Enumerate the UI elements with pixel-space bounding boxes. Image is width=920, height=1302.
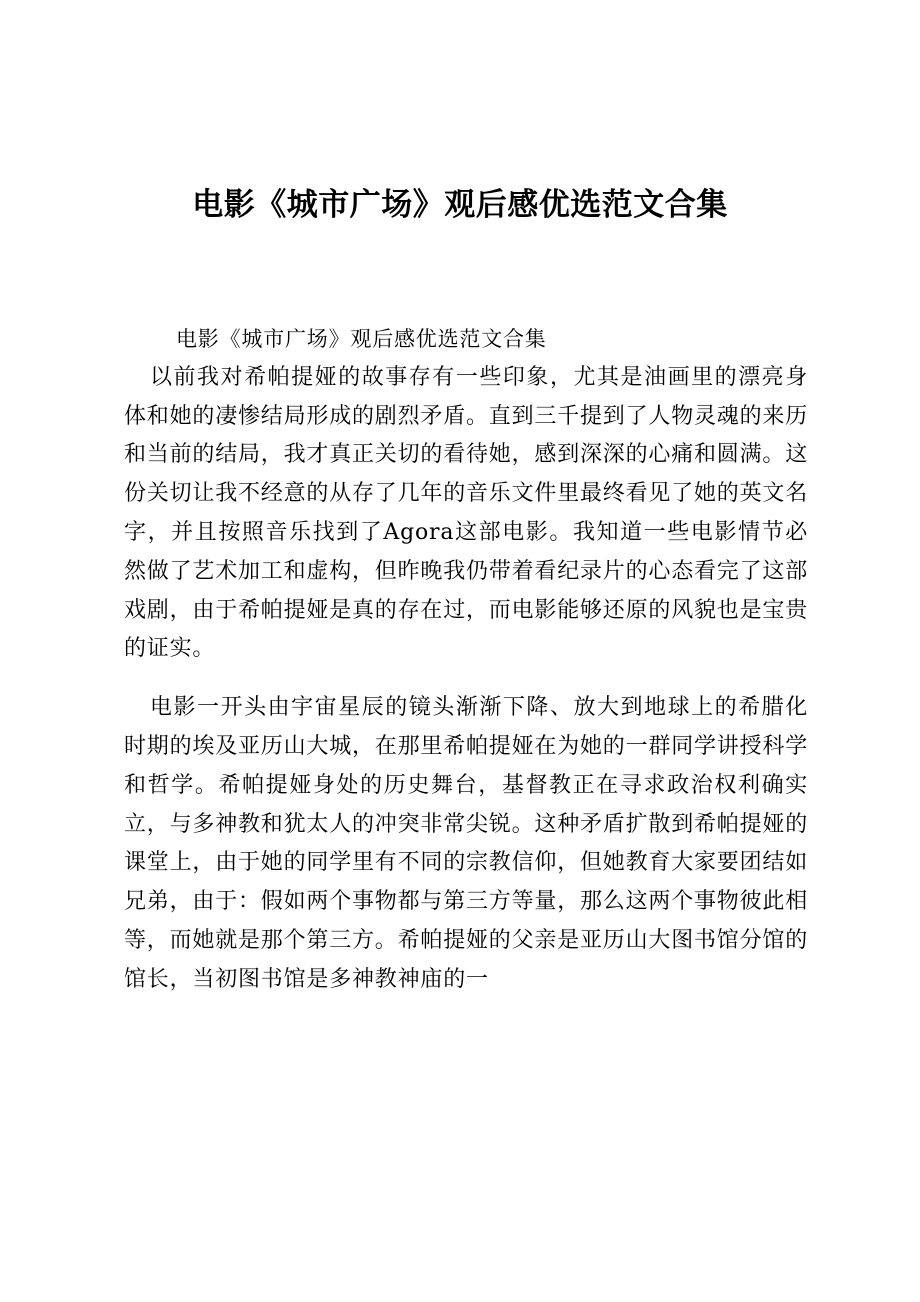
paragraph-1: 以前我对希帕提娅的故事存有一些印象，尤其是油画里的漂亮身体和她的凄惨结局形成的剧烈矛盾。直到三千提到了人物灵魂的来历和当前的结局，我才真正关切的看待她，感到深深的心痛和圆满。这份关切让我不经意的从存了几年的音乐文件里最终看见了她的英文名字，并且按照音乐找到了Agora这部电影。我知道一些电影情节必然做了艺术加工和虚构，但昨晚我仍带着看纪录片的心态看完了这部戏剧，由于希帕提娅是真的存在过，而电影能够还原的风貌也是宝贵的证实。: [124, 364, 809, 662]
document-title: 电影《城市广场》观后感优选范文合集: [192, 187, 728, 223]
paragraph-2: 电影一开头由宇宙星辰的镜头渐渐下降、放大到地球上的希腊化时期的埃及亚历山大城，在那里希帕提娅在为她的一群同学讲授科学和哲学。希帕提娅身处的历史舞台，基督教正在寻求政治权利确实立，与多神教和犹太人的冲突非常尖锐。这种矛盾扩散到希帕提娅的课堂上，由于她的同学里有不同的宗教信仰，但她教育大家要团结如兄弟，由于：假如两个事物都与第三方等量，那么这两个事物彼此相等，而她就是那个第三方。希帕提娅的父亲是亚历山大图书馆分馆的馆长，当初图书馆是多神教神庙的一: [124, 695, 809, 992]
document-subtitle: 电影《城市广场》观后感优选范文合集: [176, 327, 547, 351]
document-body: [124, 320, 808, 1000]
